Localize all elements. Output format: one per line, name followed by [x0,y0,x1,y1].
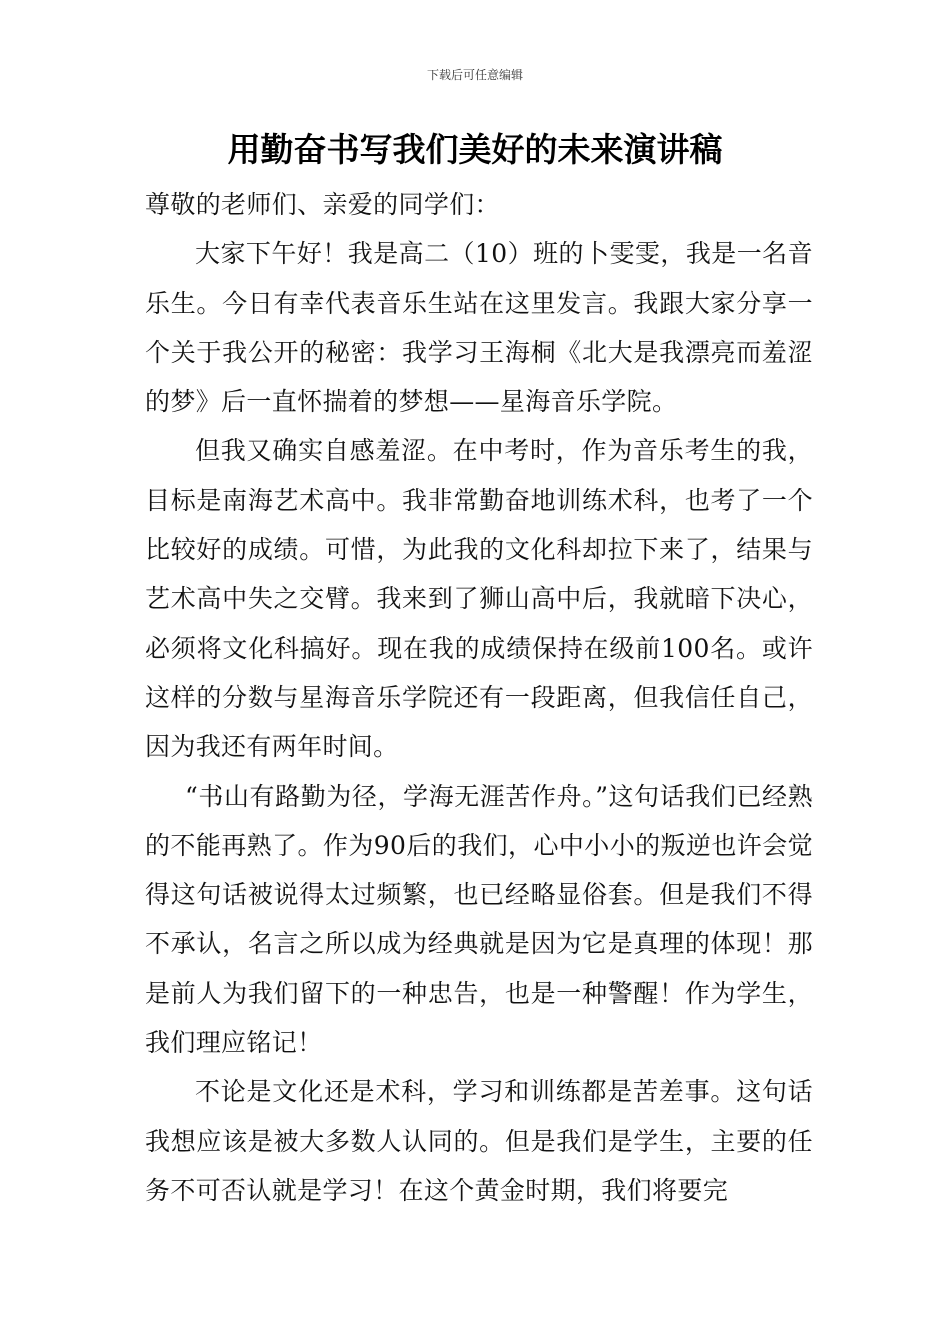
paragraph-2: 但我又确实自感羞涩。在中考时，作为音乐考生的我，目标是南海艺术高中。我非常勤奋地训练术科，也考了一个比较好的成绩。可惜，为此我的文化科却拉下来了，结果与艺术高中失之交臂。我来到了狮山高中后，我就暗下决心，必须将文化科搞好。现在我的成绩保持在级前100名。或许这样的分数与星海音乐学院还有一段距离，但我信任自己，因为我还有两年时间。 [145,436,813,762]
paragraph-1: 大家下午好！我是高二（10）班的卜雯雯，我是一名音乐生。今日有幸代表音乐生站在这里发言。我跟大家分享一个关于我公开的秘密：我学习王海桐《北大是我漂亮而羞涩的梦》后一直怀揣着的梦想——星海音乐学院。 [145,239,813,417]
paragraph-3: “书山有路勤为径，学海无涯苦作舟。”这句话我们已经熟的不能再熟了。作为90后的我们，心中小小的叛逆也许会觉得这句话被说得太过频繁，也已经略显俗套。但是我们不得不承认，名言之所以成为经典就是因为它是真理的体现！那是前人为我们留下的一种忠告，也是一种警醒！作为学生，我们理应铭记！ [145,781,813,1058]
document-title: 用勤奋书写我们美好的未来演讲稿 [227,130,723,169]
salutation: 尊敬的老师们、亲爱的同学们： [145,190,500,219]
header-note: 下载后可任意编辑 [426,68,523,82]
document-body [145,180,813,1215]
paragraph-4: 不论是文化还是术科，学习和训练都是苦差事。这句话我想应该是被大多数人认同的。但是我们是学生，主要的任务不可否认就是学习！在这个黄金时期，我们将要完 [145,1077,813,1205]
